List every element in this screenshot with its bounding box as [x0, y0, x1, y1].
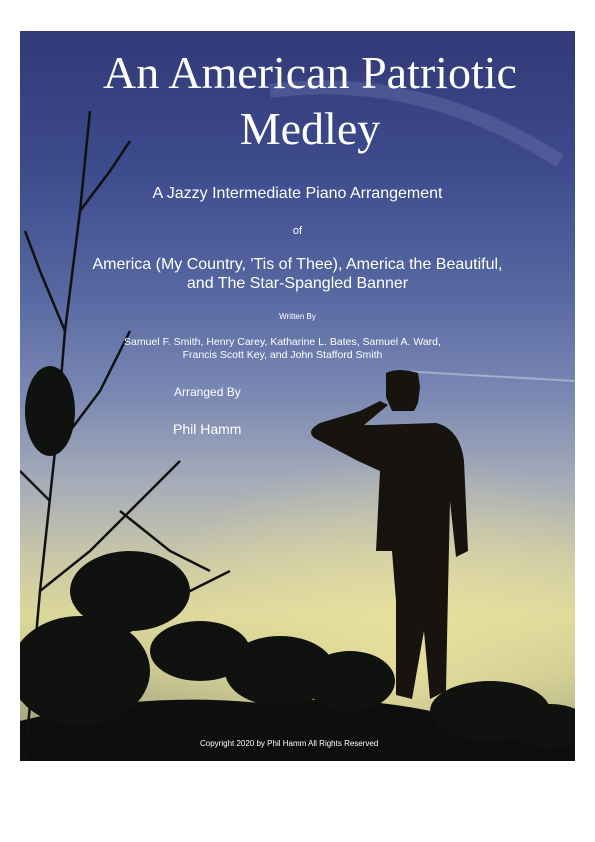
- written-by-label: Written By: [279, 312, 316, 321]
- author-list: [20, 336, 560, 362]
- cover-subtitle: A Jazzy Intermediate Piano Arrangement: [152, 185, 443, 202]
- author-list-line-1: Samuel F. Smith, Henry Carey, Katharine L. Bates, Samuel A. Ward,: [124, 336, 441, 348]
- cover-title: An American Patriotic Medley: [103, 47, 517, 154]
- song-list-line-1: America (My Country, 'Tis of Thee), America the Beautiful,: [92, 256, 503, 273]
- arranger-name: Phil Hamm: [173, 421, 242, 437]
- of-text: of: [292, 225, 303, 237]
- song-list: [20, 255, 575, 293]
- copyright-notice: Copyright 2020 by Phil Hamm All Rights Reserved: [200, 739, 379, 748]
- arranged-by-label: Arranged By: [174, 385, 241, 399]
- song-list-line-2: and The Star-Spangled Banner: [186, 275, 409, 292]
- cover-page: [20, 31, 575, 761]
- author-list-line-2: Francis Scott Key, and John Stafford Smith: [182, 349, 383, 361]
